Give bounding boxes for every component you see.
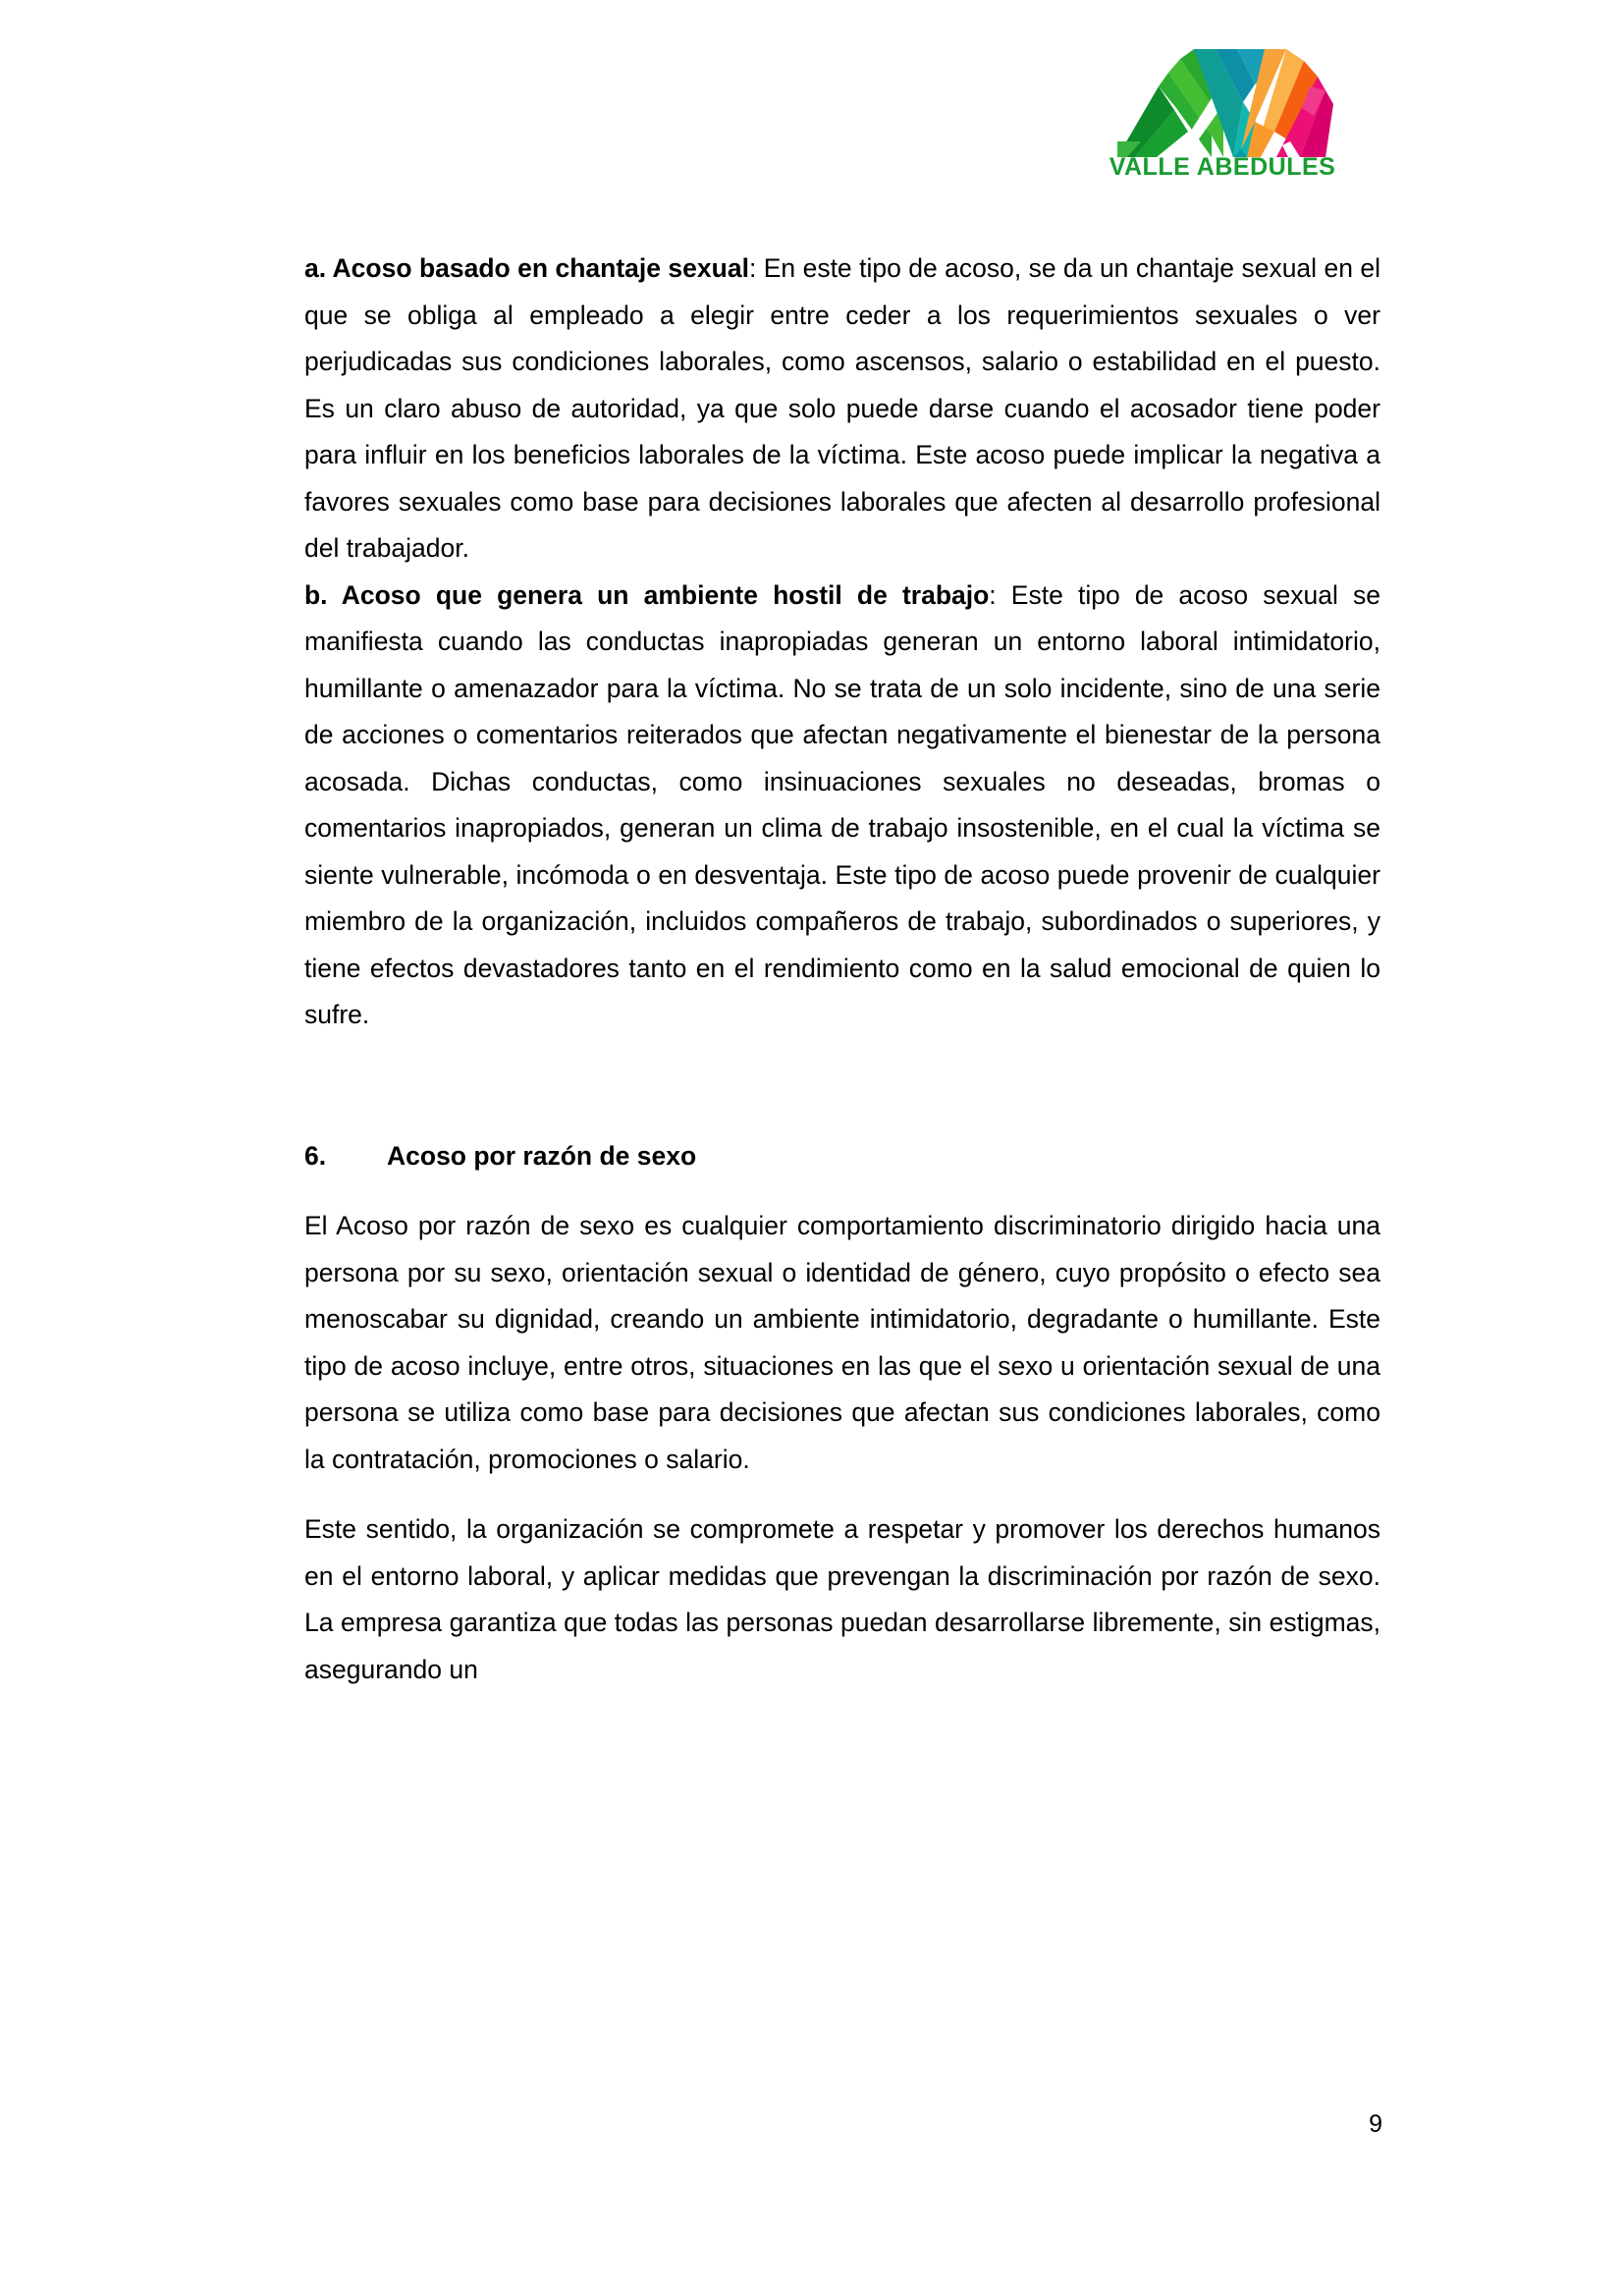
logo-wordmark: VALLE ABEDULES [1109,153,1336,181]
section-heading-acoso-razon-sexo [304,1133,1380,1180]
paragraph-a-text: : En este tipo de acoso, se da un chantaje sexual en el que se obliga al empleado a elegir entre ceder a los requerimientos sexuales o ver perjudicadas sus condiciones laborales, como ascensos, salario o estabilidad en el puesto. Es un claro abuso de autoridad, ya que solo puede darse cuando el acosador tiene poder para influir en los beneficios laborales de la víctima. Este acoso puede implicar la negativa a favores sexuales como base para decisiones laborales que afecten al desarrollo profesional del trabajador. [304,253,1381,563]
document-body [304,246,1380,1693]
paragraph-b-text: : Este tipo de acoso sexual se manifiesta cuando las conductas inapropiadas generan un entorno laboral intimidatorio, humillante o amenazador para la víctima. No se trata de un solo incidente, sino de una serie de acciones o comentarios reiterados que afectan negativamente el bienestar de la persona acosada. Dichas conductas, como insinuaciones sexuales no deseadas, bromas o comentarios inapropiados, generan un clima de trabajo insostenible, en el cual la víctima se siente vulnerable, incómoda o en desventaja. Este tipo de acoso puede provenir de cualquier miembro de la organización, incluidos compañeros de trabajo, subordinados o superiores, y tiene efectos devastadores tanto en el rendimiento como en la salud emocional de quien lo sufre. [304,579,1380,1029]
valle-abedules-mountain-logo-icon [1117,47,1333,157]
page-number: 9 [1369,2110,1382,2138]
company-logo [1080,47,1365,209]
page-footer [0,2109,1623,2168]
section-spacer [304,1039,1380,1133]
paragraph-definicion-acoso-razon-sexo: El Acoso por razón de sexo es cualquier comportamiento discriminatorio dirigido hacia una persona por su sexo, orientación sexual o identidad de género, cuyo propósito o efecto sea menoscabar su dignidad, creando un ambiente intimidatorio, degradante o humillante. Este tipo de acoso incluye, entre otros, situaciones en las que el sexo u orientación sexual de una persona se utiliza como base para decisiones que afectan sus condiciones laborales, como la contratación, promociones o salario. [304,1211,1380,1474]
paragraph-a-lead-label: a. Acoso basado en chantaje sexual [304,253,749,283]
section-heading-title: Acoso por razón de sexo [387,1140,697,1171]
paragraph-b-lead-label: b. Acoso que genera un ambiente hostil de trabajo [304,579,990,610]
paragraph-acoso-chantaje-sexual [304,246,1380,573]
paragraph-spacer [304,1483,1380,1506]
section-heading-number: 6. [304,1140,327,1171]
paragraph-compromiso-organizacion: Este sentido, la organización se compromete a respetar y promover los derechos humanos en el entorno laboral, y aplicar medidas que prevengan la discriminación por razón de sexo. La empresa garantiza que todas las personas puedan desarrollarse libremente, sin estigmas, asegurando un [304,1514,1380,1684]
paragraph-acoso-ambiente-hostil [304,573,1380,1039]
heading-spacer [304,1179,1380,1203]
page-header [0,0,1623,226]
